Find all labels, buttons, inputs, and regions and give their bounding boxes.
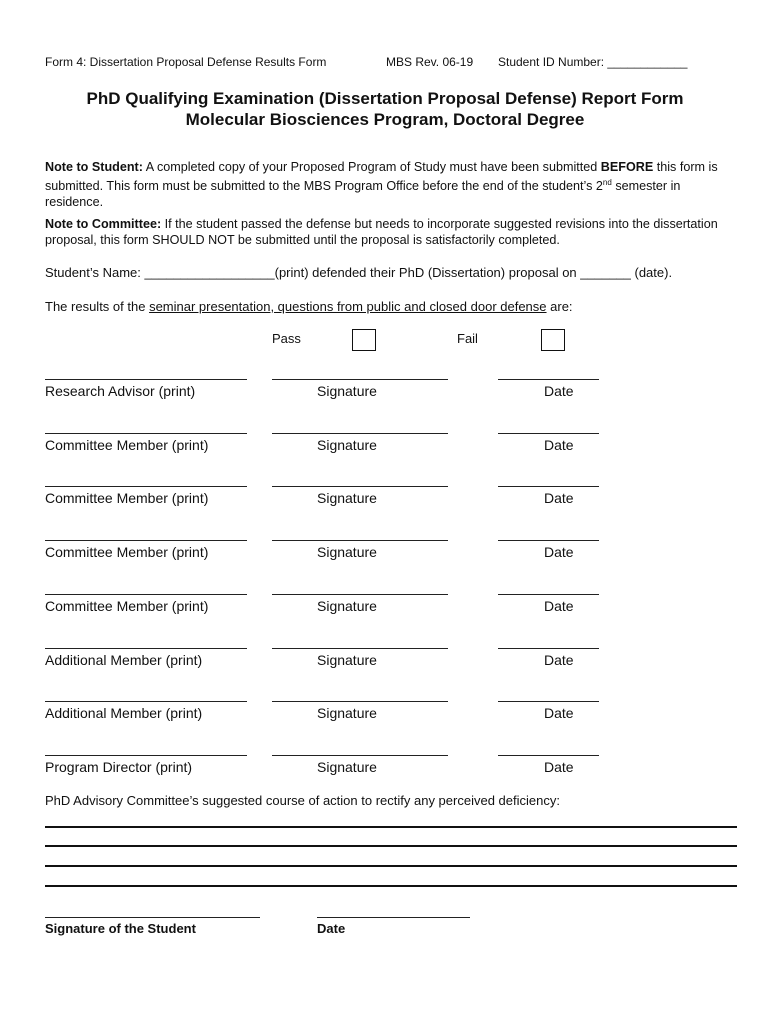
results-line <box>45 299 573 314</box>
signature-line[interactable] <box>272 433 448 434</box>
role-print-line[interactable] <box>45 379 247 380</box>
signature-label: Signature <box>317 544 377 560</box>
role-label: Committee Member (print) <box>45 598 209 614</box>
role-print-line[interactable] <box>45 755 247 756</box>
fail-label: Fail <box>457 331 478 346</box>
form-name: Form 4: Dissertation Proposal Defense Results Form <box>45 55 327 69</box>
results-underlined: seminar presentation, questions from public and closed door defense <box>149 299 547 314</box>
results-suffix: are: <box>546 299 573 314</box>
student-id-field[interactable]: Student ID Number: ____________ <box>498 55 688 69</box>
date-line[interactable] <box>498 701 599 702</box>
role-label: Additional Member (print) <box>45 705 203 721</box>
note-student-text-a: A completed copy of your Proposed Program of Study must have been submitted <box>142 160 601 174</box>
fail-checkbox[interactable] <box>541 329 565 351</box>
role-print-line[interactable] <box>45 701 247 702</box>
role-print-line[interactable] <box>45 433 247 434</box>
role-label: Committee Member (print) <box>45 437 209 453</box>
date-label: Date <box>544 598 574 614</box>
student-date-label: Date <box>317 921 346 936</box>
date-line[interactable] <box>498 594 599 595</box>
deficiency-line-4[interactable] <box>45 885 737 887</box>
note-to-student <box>45 159 735 210</box>
date-label: Date <box>544 705 574 721</box>
role-print-line[interactable] <box>45 594 247 595</box>
signature-label: Signature <box>317 383 377 399</box>
committee-action-label: PhD Advisory Committee’s suggested course of action to rectify any perceived deficiency: <box>45 793 560 808</box>
signature-line[interactable] <box>272 486 448 487</box>
note-to-committee <box>45 216 735 248</box>
signature-label: Signature <box>317 652 377 668</box>
date-line[interactable] <box>498 379 599 380</box>
role-print-line[interactable] <box>45 486 247 487</box>
page-title: PhD Qualifying Examination (Dissertation Proposal Defense) Report Form <box>86 89 684 108</box>
deficiency-line-3[interactable] <box>45 865 737 867</box>
student-signature-label: Signature of the Student <box>45 921 196 936</box>
date-label: Date <box>544 652 574 668</box>
date-label: Date <box>544 759 574 775</box>
note-committee-label: Note to Committee: <box>45 217 162 231</box>
signature-line[interactable] <box>272 379 448 380</box>
signature-label: Signature <box>317 598 377 614</box>
note-student-sup: nd <box>602 178 612 187</box>
student-name-line[interactable]: Student’s Name: __________________(print) defended their PhD (Dissertation) proposal on _______ (date). <box>45 265 673 280</box>
date-line[interactable] <box>498 486 599 487</box>
deficiency-line-1[interactable] <box>45 826 737 828</box>
note-student-label: Note to Student: <box>45 160 143 174</box>
signature-line[interactable] <box>272 648 448 649</box>
role-label: Program Director (print) <box>45 759 193 775</box>
role-label: Committee Member (print) <box>45 544 209 560</box>
signature-label: Signature <box>317 759 377 775</box>
pass-checkbox[interactable] <box>352 329 376 351</box>
signature-label: Signature <box>317 490 377 506</box>
signature-line[interactable] <box>272 540 448 541</box>
student-signature-line[interactable] <box>45 917 260 918</box>
signature-label: Signature <box>317 705 377 721</box>
date-label: Date <box>544 383 574 399</box>
date-line[interactable] <box>498 433 599 434</box>
note-student-text-c: semester in residence. <box>45 179 681 210</box>
date-line[interactable] <box>498 648 599 649</box>
role-print-line[interactable] <box>45 540 247 541</box>
note-student-text-b: this form is submitted. This form must be submitted to the MBS Program Office before the end of the student’s 2 <box>45 160 718 194</box>
signature-line[interactable] <box>272 594 448 595</box>
date-line[interactable] <box>498 540 599 541</box>
role-label: Research Advisor (print) <box>45 383 196 399</box>
signature-line[interactable] <box>272 755 448 756</box>
deficiency-line-2[interactable] <box>45 845 737 847</box>
results-prefix: The results of the <box>45 299 150 314</box>
note-committee-text: If the student passed the defense but needs to incorporate suggested revisions into the dissertation proposal, this form SHOULD NOT be submitted until the proposal is satisfactorily completed. <box>45 217 718 247</box>
date-label: Date <box>544 437 574 453</box>
pass-label: Pass <box>272 331 301 346</box>
signature-label: Signature <box>317 437 377 453</box>
date-line[interactable] <box>498 755 599 756</box>
date-label: Date <box>544 544 574 560</box>
role-label: Additional Member (print) <box>45 652 203 668</box>
date-label: Date <box>544 490 574 506</box>
note-student-emph: BEFORE <box>600 160 654 174</box>
role-label: Committee Member (print) <box>45 490 209 506</box>
student-date-line[interactable] <box>317 917 470 918</box>
signature-line[interactable] <box>272 701 448 702</box>
role-print-line[interactable] <box>45 648 247 649</box>
page-subtitle: Molecular Biosciences Program, Doctoral Degree <box>185 110 585 129</box>
revision-label: MBS Rev. 06-19 <box>386 55 474 69</box>
